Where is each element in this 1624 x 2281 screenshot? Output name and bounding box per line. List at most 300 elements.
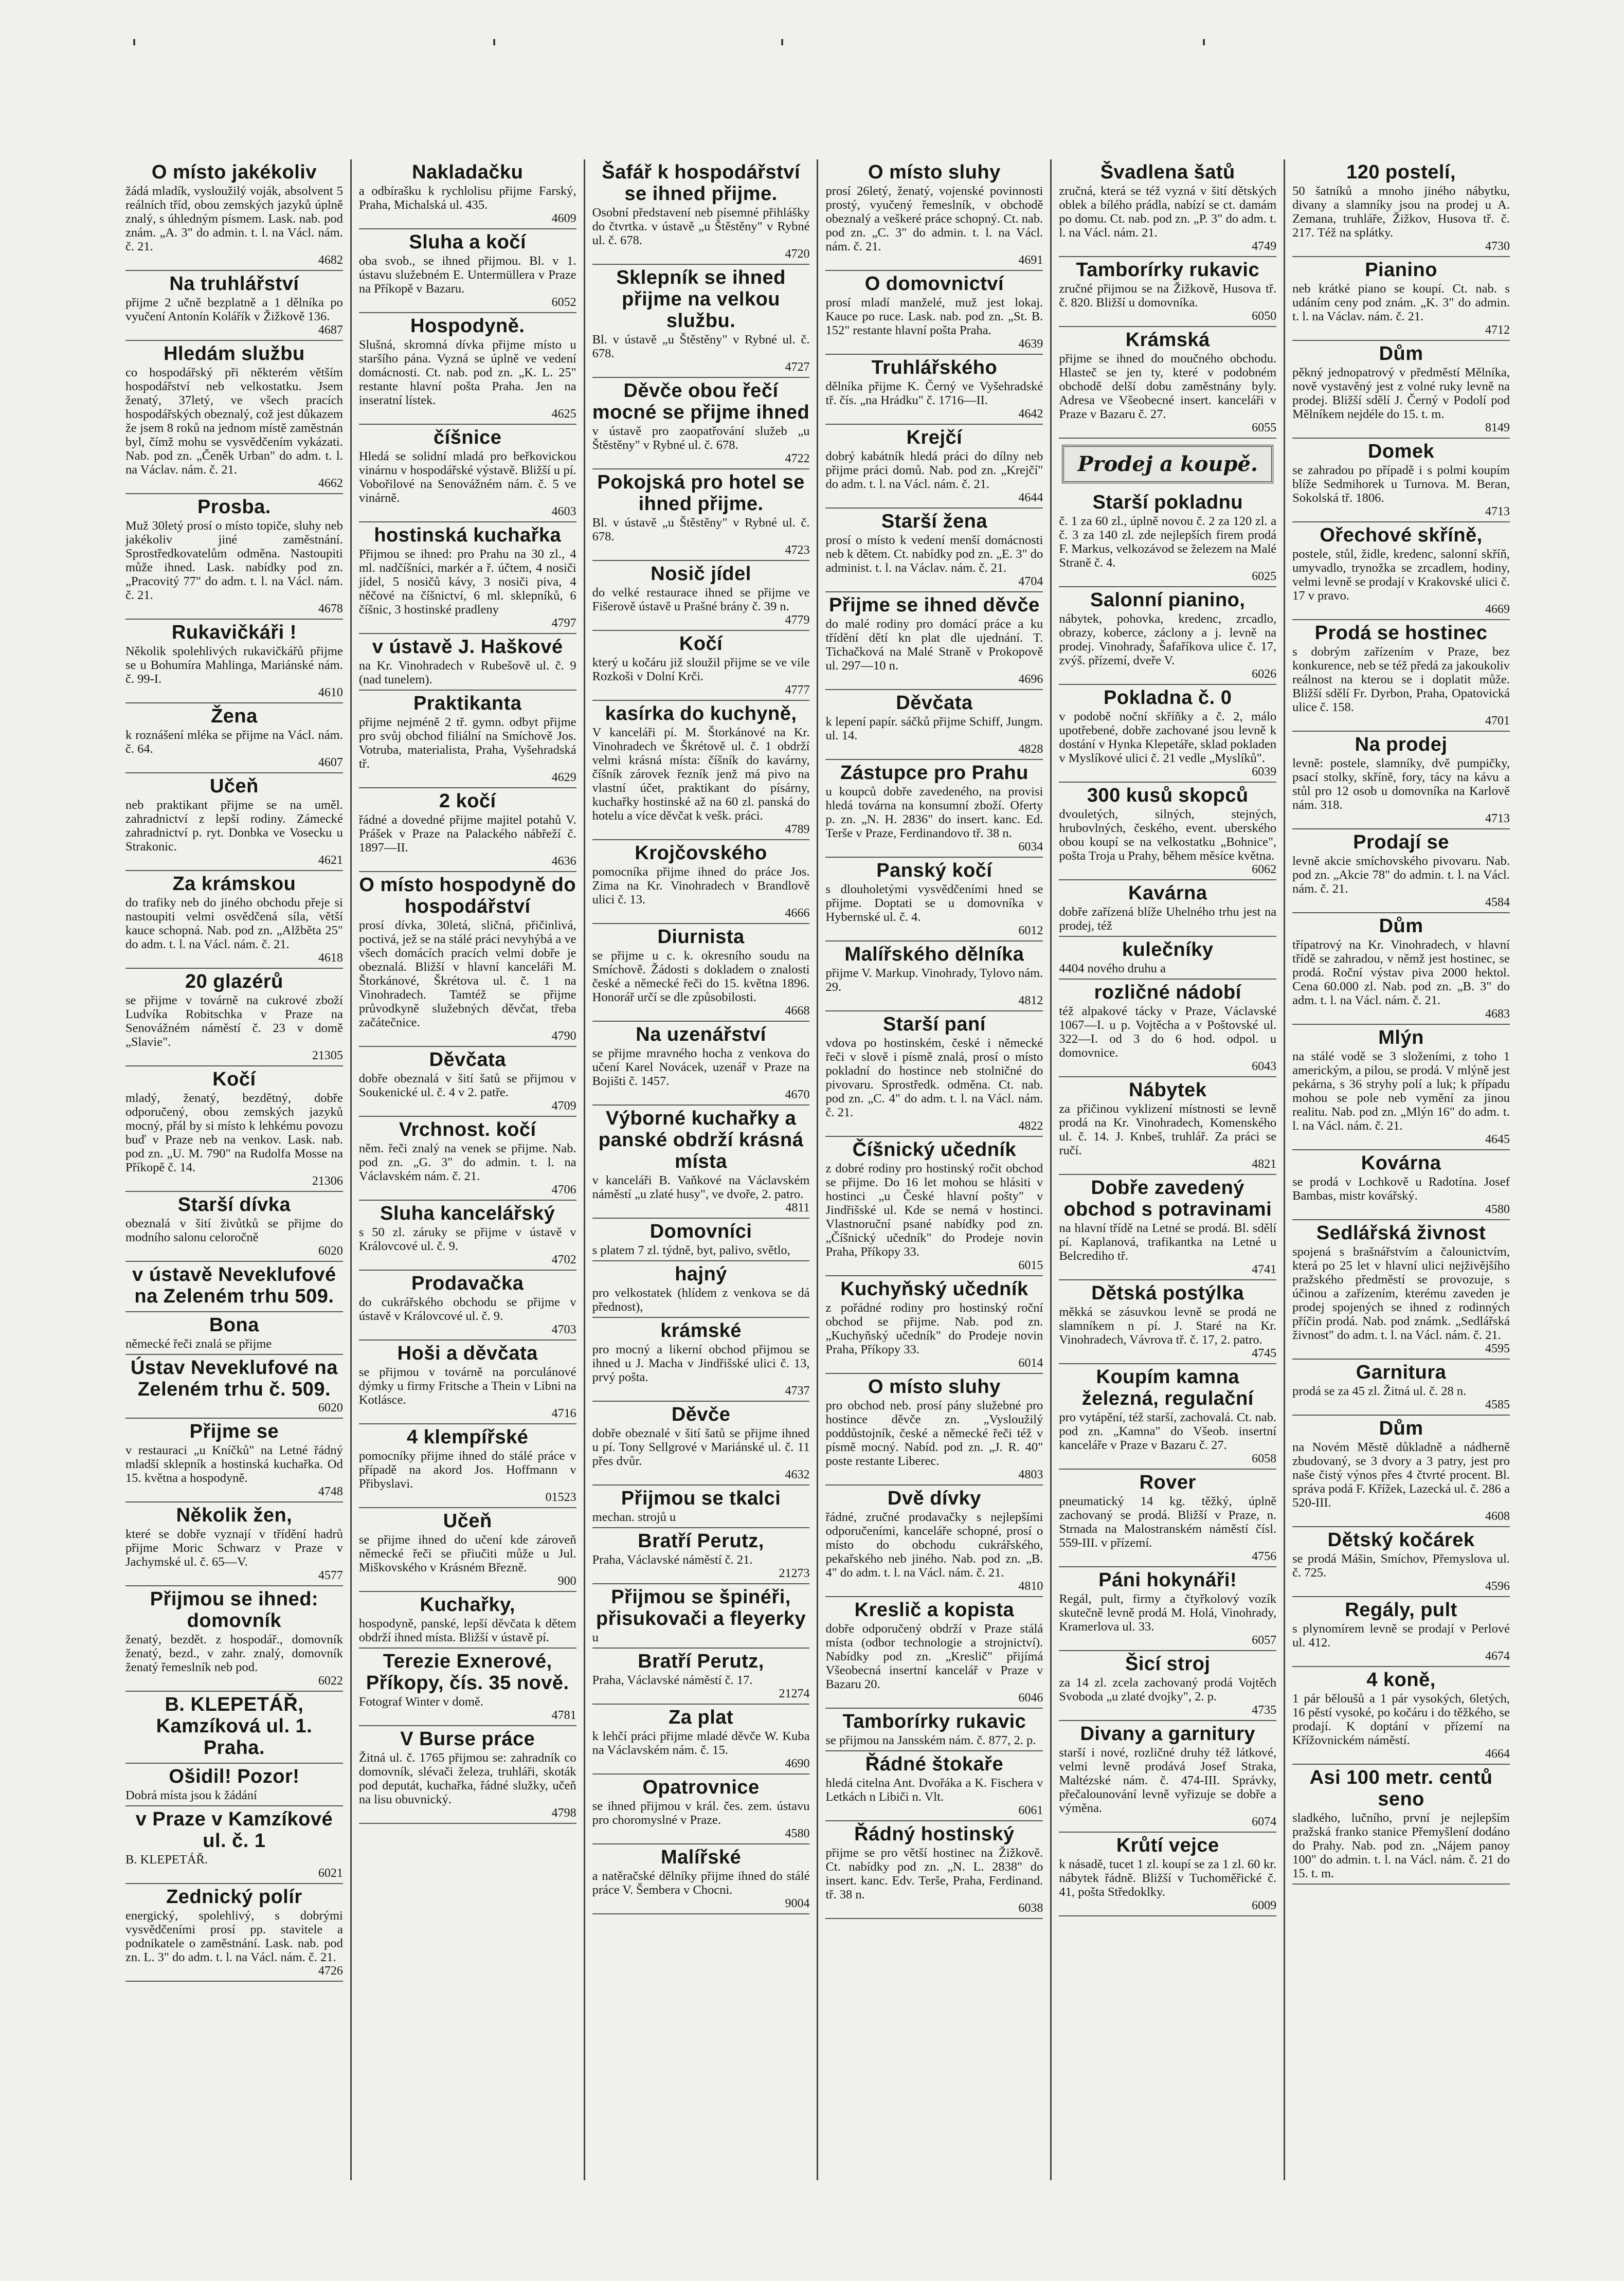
ad-text: Muž 30letý prosí o místo topiče, sluhy neb jakékoliv jiné zaměstnání. Sprostředkovatelům odměna. Nastoupiti může ihned. Lask. nabídky pod zn. „Pracovitý 77" do adm. t. l. na Václ. nám. č. 21.: [125, 519, 343, 602]
ad-text: též alpakové tácky v Praze, Václavské 1067—I. u p. Vojtěcha a v Poštovské ul. 322—I. od 3 do 6 hod. odpol. u domovnice.: [1059, 1004, 1277, 1060]
classified-ad: [125, 341, 343, 494]
classified-ad: [825, 690, 1043, 760]
ad-number: 4789: [785, 823, 810, 836]
ad-number: 6043: [1252, 1060, 1277, 1073]
ad-headline: Šafář k hospodářství se ihned přijme.: [602, 161, 801, 205]
ad-text: třípatrový na Kr. Vinohradech, v hlavní třídě se zahradou, v němž jest hostinec, se prodá. Roční výstav piva 2000 hektol. Cena 60.000 zl. Nab. pod zn. „B. 3" do adm. t. l. na Václ. nám. č. 21.: [1292, 938, 1510, 1007]
classified-ad: [125, 1066, 343, 1192]
ad-text: pro obchod neb. prosí pány služebné pro hostince děvče zn. „Vysloužilý poddůstojník, české a německé řeči též v písmě mocný. Nabíd. pod zn. „J. R. 40" poste restante Liberec.: [825, 1399, 1043, 1468]
classified-ad: [125, 1192, 343, 1262]
ad-text: oba svob., se ihned přijmou. Bl. v 1. ústavu služebném E. Untermüllera v Praze na Příkopě v Bazaru.: [358, 254, 576, 296]
classified-ad: [125, 1262, 343, 1312]
ad-number: 4730: [1485, 240, 1510, 253]
ad-number: 4828: [1018, 743, 1043, 756]
page-mark: ': [779, 35, 786, 61]
ad-number: 4723: [785, 544, 810, 557]
ad-headline: Na truhlářství: [169, 273, 299, 295]
ad-text: neb praktikant přijme se na uměl. zahradnictví z lepší rodiny. Zámecké zahradnictví p. ryt. Donbka ve Vosecku u Strakonic.: [125, 798, 343, 854]
ad-number: 6034: [1018, 840, 1043, 854]
ad-text: se přijme mravného hocha z venkova do učení Karel Novácek, uzenář v Praze na Bojišti č. 1457.: [592, 1046, 810, 1088]
classified-ad: [125, 494, 343, 620]
classified-ad: [359, 425, 576, 522]
ad-headline: Přijme se ihned děvče: [829, 594, 1040, 616]
ad-number: 6014: [1018, 1356, 1043, 1370]
ad-headline: Panský kočí: [876, 860, 993, 881]
ad-number: 4608: [1485, 1510, 1510, 1523]
ad-number: 4678: [318, 602, 343, 615]
ad-text: obeznalá v šití živůtků se přijme do modního salonu celoročně: [125, 1217, 343, 1244]
classified-ad: [1292, 1360, 1510, 1416]
ad-text: k roznášení mléka se přijme na Václ. nám. č. 64.: [125, 728, 343, 756]
classified-ad: [592, 469, 810, 561]
classified-ad: [125, 1586, 343, 1692]
ad-headline: Koupím kamna železná, regulační: [1081, 1366, 1254, 1409]
classified-ad: [1059, 880, 1276, 937]
ad-text: něm. řeči znalý na venek se přijme. Nab. pod zn. „G. 3" do admin. t. l. na Václavském nám. č. 21.: [358, 1142, 576, 1183]
ad-headline: O místo sluhy: [868, 161, 1001, 183]
classified-ad: [1292, 829, 1510, 913]
classified-ad: [825, 760, 1043, 858]
ad-number: 21306: [312, 1174, 343, 1188]
classified-ad: [1292, 732, 1510, 829]
ad-headline: Asi 100 metr. centů seno: [1309, 1767, 1493, 1810]
classified-ad: [359, 1424, 576, 1508]
ad-number: 4811: [785, 1201, 810, 1215]
ad-text: starší i nové, rozličné druhy též látkové, velmi levně prodává Josef Straka, Maltézské nám. č. 474-III. Správky, přečalounování levně vyřizuje se dobře a výměna.: [1059, 1746, 1277, 1815]
ad-text: německé řeči znalá se přijme: [125, 1337, 272, 1351]
ad-number: 6026: [1252, 667, 1277, 681]
ad-headline: Garnitura: [1356, 1362, 1447, 1383]
ad-number: 21274: [779, 1687, 810, 1700]
ad-headline: Sedlářská živnost: [1316, 1222, 1486, 1244]
ad-headline: Děvčata: [896, 692, 973, 714]
ad-number: 9004: [785, 1897, 810, 1910]
ad-text: řádné, zručné prodavačky s nejlepšími odporučeními, kanceláře schopné, prosí o místo do obchodu cukrářského, pekařského neb jiného. Nab. pod zn. „B. 4" do adm. t. l. na Václ. nám. č. 21.: [825, 1510, 1043, 1580]
ad-headline: krámské: [660, 1320, 742, 1342]
ad-headline: Kočí: [679, 633, 723, 655]
ad-text: dobře zařízená blíže Uhelného trhu jest na prodej, též: [1059, 905, 1277, 933]
ad-headline: Učeň: [443, 1510, 492, 1532]
ad-headline: 4 klempířské: [407, 1426, 529, 1448]
classified-columns: [118, 159, 1517, 2180]
ad-headline: Sklepník se ihned přijme na velkou službu.: [616, 267, 786, 332]
ad-text: dobře obeznalá v šití šatů se přijmou v Soukenické ul. č. 4 v 2. patře.: [358, 1072, 576, 1099]
classified-ad: [592, 840, 810, 924]
ad-headline: O místo jakékoliv: [151, 161, 317, 183]
ad-headline: Krejčí: [906, 427, 963, 448]
ad-number: 6020: [318, 1401, 343, 1415]
classified-ad: [125, 1806, 343, 1884]
ad-text: co hospodářský při některém větším hospodářství neb velkostatku. Jsem ženatý, 37letý, ve všech pracích hospodářských obeznalý, což jest důkazem že jsem 8 roků na jednom místě zaměstnán byl, čímž mohu se vysvědčením vykázati. Nab. pod zn. „Čeněk Urban" do adm. t. l. na Václav. nám. č. 21.: [125, 366, 343, 477]
ad-text: v podobě noční skříňky a č. 2, málo upotřebené, dobře zachované jsou levně k dostání v Hynka Klepetáře, sklad pokladen v Myslíkové ulici č. 21 vedle „Myslíků".: [1059, 710, 1277, 765]
page-mark: ': [491, 35, 498, 61]
section-heading-text: Prodej a koupě.: [1077, 452, 1258, 476]
ad-text: který u kočáru již sloužil přijme se ve vile Rozkoši v Dolní Krči.: [592, 656, 810, 683]
classified-ad: [1059, 1280, 1276, 1364]
ad-text: měkká se zásuvkou levně se prodá ne slamníkem n pí. J. Staré na Kr. Vinohradech, Vávrova tř. č. 17, 2. patro.: [1059, 1305, 1277, 1347]
ad-number: 6020: [318, 1244, 343, 1258]
ad-headline: Sluha a kočí: [409, 231, 527, 253]
ad-headline: Tamborírky rukavic: [842, 1711, 1026, 1732]
ad-headline: Vrchnost. kočí: [399, 1119, 536, 1140]
ad-number: 4703: [551, 1323, 576, 1336]
classified-ad: [1059, 1833, 1276, 1916]
ad-text: u: [592, 1631, 599, 1644]
classified-ad: [125, 271, 343, 341]
classified-ad: [825, 1276, 1043, 1374]
ad-text: se ihned přijmou v král. čes. zem. ústavu pro choromyslné v Praze.: [592, 1799, 810, 1827]
ad-number: 4585: [1485, 1398, 1510, 1411]
ad-text: k lepení papír. sáčků přijme Schiff, Jungm. ul. 14.: [825, 715, 1043, 743]
classified-ad: [359, 1592, 576, 1649]
classified-ad: [1059, 1175, 1276, 1280]
ad-text: pomocníka přijme ihned do práce Jos. Zima na Kr. Vinohradech v Brandlově ulici č. 13.: [592, 865, 810, 907]
ad-headline: Řádný hostinský: [854, 1823, 1015, 1845]
classified-ad: [825, 592, 1043, 690]
classified-ad: [825, 1751, 1043, 1821]
ad-text: dvouletých, silných, stejných, hrubovlných, českého, event. uberského obou koupí se na velkostatku „Bohnice", pošta Troja u Prahy, během měsíce května.: [1059, 807, 1277, 863]
ad-headline: Kuchařky,: [420, 1594, 515, 1616]
ad-text: prodá se za 45 zl. Žitná ul. č. 28 n.: [1292, 1384, 1467, 1398]
ad-text: z dobré rodiny pro hostinský ročit obchod se přijme. Do 16 let mohou se hlásiti v hostinci „u České hlavní pošty" v Jindřišské ul. Kde se nemá v hostinci. Vlastnoruční psané nabídky pod zn. „Číšnický učedník" do Prodeje novin Praha, Příkopy 33.: [825, 1162, 1043, 1259]
ad-text: Praha, Václavské náměstí č. 21.: [592, 1553, 753, 1567]
ad-text: pěkný jednopatrový v předměstí Mělníka, nově vystavěný jest z volné ruky levně na prodej. Bližší sdělí J. Černý v Podolí pod Mělníkem nejdéle do 15. t. m.: [1292, 366, 1510, 421]
classified-ad: [1059, 783, 1276, 880]
ad-headline: Terezie Exnerové, Příkopy, čís. 35 nově.: [366, 1651, 569, 1694]
ad-number: 4722: [785, 452, 810, 465]
ad-text: zručná, která se též vyzná v šití dětských oblek a bílého prádla, nabízí se ct. damám po domu. Ct. nab. pod zn. „P. 3" do adm. t. l. na Václ. nám. 21.: [1059, 184, 1277, 240]
classified-ad: [825, 1011, 1043, 1137]
classified-ad: [592, 1528, 810, 1584]
classified-ad: [592, 1261, 810, 1318]
ad-headline: Nakladačku: [412, 161, 524, 183]
ad-text: Fotograf Winter v domě.: [358, 1695, 483, 1709]
classified-ad: [825, 355, 1043, 425]
classified-ad: [1292, 1765, 1510, 1885]
classified-ad: [1292, 159, 1510, 257]
ad-headline: Dvě dívky: [887, 1488, 981, 1509]
ad-headline: Zednický polír: [166, 1886, 302, 1908]
classified-ad: [1059, 685, 1276, 783]
ad-headline: hajný: [675, 1263, 727, 1285]
ad-number: 4580: [785, 1827, 810, 1840]
ad-headline: v Praze v Kamzíkové ul. č. 1: [135, 1808, 333, 1852]
ad-number: 6025: [1252, 570, 1277, 583]
ad-number: 4669: [1485, 603, 1510, 616]
ad-headline: číšnice: [434, 427, 502, 448]
ad-headline: Bratří Perutz,: [638, 1651, 764, 1672]
classified-ad: [359, 1201, 576, 1271]
ad-headline: Za krámskou: [172, 873, 296, 895]
ad-text: Bl. v ústavě „u Štěstěny" v Rybné ul. č. 678.: [592, 333, 810, 360]
ad-headline: Domovníci: [649, 1221, 752, 1242]
ad-number: 4713: [1485, 505, 1510, 518]
ad-headline: Šicí stroj: [1125, 1653, 1211, 1675]
classified-ad: [825, 1137, 1043, 1276]
ad-text: hledá citelna Ant. Dvořáka a K. Fischera v Letkách n Libiči n. Vlt.: [825, 1776, 1043, 1804]
ad-number: 4642: [1018, 407, 1043, 421]
ad-text: Několik spolehlivých rukavičkářů přijme se u Bohumíra Mahlinga, Mariánské nám. č. 99-I.: [125, 644, 343, 686]
ad-text: zručné přijmou se na Žižkově, Husova tř. č. 820. Bližší u domovníka.: [1059, 282, 1277, 310]
ad-text: Praha, Václavské náměstí č. 17.: [592, 1673, 753, 1687]
ad-headline: Kavárna: [1128, 882, 1207, 904]
ad-text: pro mocný a likerní obchod přijmou se ihned u J. Macha v Jindřišské ulici č. 13, prvý pošta.: [592, 1343, 810, 1384]
ad-text: mladý, ženatý, bezdětný, dobře odporučený, obou zemských jazyků mocný, přál by si místo k lehkému povozu buď v Praze neb na venkov. Lask. nab. pod zn. „U. M. 790" na Rudolfa Mosse na Příkopě č. 14.: [125, 1091, 343, 1174]
classified-ad: [359, 1117, 576, 1201]
ad-text: které se dobře vyznají v třídění hadrů přijme Moric Schwarz v Praze v Jachymské ul. č. 65—V.: [125, 1527, 343, 1569]
classified-ad: [592, 1705, 810, 1775]
ad-number: 4629: [551, 771, 576, 784]
ad-text: 4404 nového druhu a: [1059, 962, 1166, 975]
ad-number: 6038: [1018, 1902, 1043, 1915]
ad-text: a odbírašku k rychlolisu přijme Farský, Praha, Michalská ul. 435.: [358, 184, 576, 212]
ad-text: nábytek, pohovka, kredenc, zrcadlo, obrazy, koberce, záclony a j. levně na prodej. Vinohrady, Šafaříkova ulice č. 17, zvýš. přízemí, dveře V.: [1059, 612, 1277, 667]
ad-number: 21273: [779, 1567, 810, 1580]
classified-ad: [1059, 327, 1276, 439]
ad-text: řádné a dovedné přijme majitel potahů V. Prášek v Praze na Palackého nábřeží č. 1897—II.: [358, 813, 576, 855]
ad-headline: rozličné nádobí: [1094, 982, 1241, 1003]
ad-headline: Bona: [209, 1314, 259, 1336]
ad-number: 6074: [1252, 1815, 1277, 1829]
classified-ad: [125, 1502, 343, 1586]
ad-text: prosí 26letý, ženatý, vojenské povinnosti prostý, vyučený řemeslník, v obchodě obeznalý a veškeré práce schopný. Ct. nab. pod zn. „C. 3" do admin. t. l. na Václ. nám. č. 21.: [825, 184, 1043, 254]
classified-ad: [1292, 1527, 1510, 1597]
ad-number: 4645: [1485, 1133, 1510, 1146]
ad-text: B. KLEPETÁŘ.: [125, 1853, 208, 1867]
ad-headline: Prodá se hostinec: [1314, 622, 1488, 644]
ad-text: se přijme v továrně na cukrové zboží Ludvíka Robitschka v Praze na Senovážném náměstí č. 23 v domě „Slavie".: [125, 993, 343, 1049]
ad-text: v restauraci „u Kníčků" na Letné řádný mladší sklepník a hostinská kuchařka. Od 15. května a hospodyně.: [125, 1443, 343, 1485]
ad-number: 6012: [1018, 924, 1043, 937]
ad-number: 6015: [1018, 1259, 1043, 1272]
ad-text: se přijme u c. k. okresního soudu na Smíchově. Žádosti s dokladem o znalosti české a německé řeči do 15. května 1896. Honorář určí se dle způsobilosti.: [592, 949, 810, 1004]
ad-number: 6039: [1252, 765, 1277, 779]
ad-number: 4748: [318, 1485, 343, 1498]
ad-headline: 2 kočí: [439, 790, 496, 812]
newspaper-column: [818, 159, 1052, 2180]
ad-number: 4696: [1018, 673, 1043, 686]
ad-text: pro velkostatek (hlídem z venkova se dá přednost),: [592, 1286, 810, 1314]
ad-number: 4577: [318, 1569, 343, 1582]
ad-number: 4822: [1018, 1119, 1043, 1133]
classified-ad: [1292, 1150, 1510, 1220]
ad-text: přijme V. Markup. Vinohrady, Tylovo nám. 29.: [825, 966, 1043, 994]
ad-headline: Přijmou se ihned: domovník: [150, 1588, 319, 1632]
ad-text: do malé rodiny pro domácí práce a ku třídění dětí kn plat dle ujednání. T. Tichačková na Malé Straně v Prokopově ul. 297—10 n.: [825, 617, 1043, 673]
ad-text: přijme se pro větší hostinec na Žižkově. Ct. nabídky pod zn. „N. L. 2838" do insert. kanc. Edv. Terše, Praha, Ferdinand. tř. 38 n.: [825, 1846, 1043, 1902]
ad-headline: Ořechové skříně,: [1320, 524, 1483, 546]
classified-ad: [825, 1597, 1043, 1709]
ad-headline: Bratří Perutz,: [638, 1530, 764, 1552]
classified-ad: [1292, 1220, 1510, 1360]
ad-number: 8149: [1485, 421, 1510, 435]
ad-text: pneumatický 14 kg. těžký, úplně zachovaný se prodá. Bližší v Praze, n. Strnada na Malostranském náměstí čísl. 559-III. v přízemí.: [1059, 1494, 1277, 1550]
ad-number: 4790: [551, 1029, 576, 1043]
ad-number: 6057: [1252, 1634, 1277, 1647]
ad-text: se prodá v Lochkově u Radotína. Josef Bambas, mistr kovářský.: [1292, 1175, 1510, 1203]
classified-ad: [1059, 490, 1276, 587]
classified-ad: [592, 631, 810, 701]
ad-text: vdova po hostinském, české i německé řeči v slově i písmě znalá, prosí o místo pokladní do hostince neb stolničné do pivovaru. Sprostředk. odměna. Ct. nab. pod zn. „C. 4" do adm. t. l. na Václ. nám. č. 21.: [825, 1036, 1043, 1119]
newspaper-column: [118, 159, 352, 2180]
ad-number: 4737: [785, 1384, 810, 1398]
ad-text: levně akcie smíchovského pivovaru. Nab. pod zn. „Akcie 78" do admin. t. l. na Václ. nám. č. 21.: [1292, 854, 1510, 896]
ad-number: 4596: [1485, 1580, 1510, 1593]
classified-ad: [359, 872, 576, 1047]
classified-ad: [359, 229, 576, 313]
ad-headline: Zástupce pro Prahu: [840, 762, 1028, 784]
ad-headline: Domek: [1367, 441, 1435, 462]
ad-headline: Prodavačka: [411, 1273, 524, 1294]
ad-text: prosí mladí manželé, muž jest lokaj. Kauce po ruce. Lask. nab. pod zn. „St. B. 152" restante hlavní pošta Praha.: [825, 296, 1043, 337]
ad-text: žádá mladík, vysloužilý voják, absolvent 5 reálních tříd, obou zemských jazyků úplně znalý, s úhledným písmem. Lask. nab. pod znám. „A. 3" do admin. t. l. na Václ. nám. č. 21.: [125, 184, 343, 254]
classified-ad: [1292, 913, 1510, 1025]
ad-text: s plynomírem levně se prodají v Perlové ul. 412.: [1292, 1622, 1510, 1650]
ad-headline: Švadlena šatů: [1100, 161, 1235, 183]
ad-number: 4682: [318, 254, 343, 267]
ad-headline: Starší pokladnu: [1092, 492, 1243, 513]
ad-headline: kasírka do kuchyně,: [605, 703, 797, 725]
ad-headline: Děvče: [671, 1404, 731, 1425]
ad-number: 4636: [551, 855, 576, 868]
classified-ad: [359, 1271, 576, 1341]
classified-ad: [592, 1649, 810, 1705]
classified-ad: [1059, 159, 1276, 257]
ad-headline: Hospodyně.: [410, 315, 525, 337]
ad-number: 4716: [551, 1407, 576, 1420]
ad-text: Regál, pult, firmy a čtyřkolový vozík skutečně levně prodá M. Holá, Vinohrady, Kramerlova ul. 33.: [1059, 1592, 1277, 1634]
classified-ad: [592, 924, 810, 1022]
ad-number: 4735: [1252, 1704, 1277, 1717]
ad-text: přijme nejméně 2 tř. gymn. odbyt přijme pro svůj obchod filiální na Smíchově Jos. Votruba, materialista, Praha, Vyšehradská tř.: [358, 715, 576, 771]
ad-headline: 20 glazérů: [185, 971, 283, 992]
ad-headline: 120 postelí,: [1346, 161, 1456, 183]
classified-ad: [592, 159, 810, 265]
ad-headline: Sluha kancelářský: [380, 1203, 555, 1224]
ad-text: k násadě, tucet 1 zl. koupí se za 1 zl. 60 kr. nábytek řádně. Bližší v Tuchoměřické č. 41, pošta Středoklky.: [1059, 1857, 1277, 1899]
ad-headline: Dům: [1379, 1418, 1423, 1439]
classified-ad: [825, 942, 1043, 1011]
ad-number: 4644: [1018, 491, 1043, 504]
ad-headline: Kreslič a kopista: [854, 1599, 1015, 1621]
ad-number: 4726: [318, 1964, 343, 1978]
ad-text: se přijme ihned do učení kde zároveň německé řeči se přiučiti může u Jul. Miškovského v Krásném Březně.: [358, 1533, 576, 1574]
ad-number: 4683: [1485, 1007, 1510, 1021]
ad-text: spojená s brašnářstvím a čalounictvím, která po 25 let v hlavní ulici nejživějšího pražského předměstí se provozuje, s účinou a zařízením, kterému zaveden je prodej spojených se ihned z rodinných příčin prodá. Nab. pod známk. „Sedlářská živnost" do adm. t. l. na Václ. nám. č. 21.: [1292, 1245, 1510, 1342]
ad-text: prosí dívka, 30letá, sličná, přičinlivá, poctivá, jež se na stálé práci nevyhýbá a ve všech domácích pracích velmi dobře je obeznalá. Bližší v hlavní kanceláři M. Štorkánové, Škrétova ul. č. 1 na Vinohradech. Tamtéž se přijme průvodkyně služebných děvčat, třeba začátečnice.: [358, 918, 576, 1029]
ad-headline: Krůtí vejce: [1116, 1835, 1219, 1856]
ad-number: 4709: [551, 1099, 576, 1113]
classified-ad: [125, 1312, 343, 1355]
classified-ad: [825, 271, 1043, 355]
classified-ad: [825, 425, 1043, 509]
ad-number: 6062: [1252, 863, 1277, 876]
ad-text: dělníka přijme K. Černý ve Vyšehradské tř. čís. „na Hrádku" č. 1716—II.: [825, 379, 1043, 407]
classified-ad: [1059, 587, 1276, 685]
classified-ad: [592, 561, 810, 631]
newspaper-column: [1052, 159, 1285, 2180]
ad-headline: v ústavě Neveklufové na Zeleném trhu 509.: [132, 1264, 336, 1307]
classified-ad: [1059, 1077, 1276, 1175]
page-mark: ': [1201, 35, 1207, 61]
ad-headline: 4 koně,: [1366, 1669, 1436, 1691]
classified-ad: [825, 1486, 1043, 1597]
ad-number: 4727: [785, 360, 810, 374]
ad-text: do velké restaurace ihned se přijme ve Fišerově ústavě u Prašné brány č. 39 n.: [592, 586, 810, 613]
newspaper-column: [352, 159, 585, 2180]
ad-headline: Několik žen,: [176, 1505, 293, 1526]
ad-text: Bl. v ústavě „u Štěstěny" v Rybné ul. č. 678.: [592, 516, 810, 544]
ad-headline: Řádné štokaře: [865, 1753, 1004, 1775]
ad-text: s dobrým zařízením v Praze, bez konkurence, neb se též předá za jakoukoliv reálnost na kterou se i doplatit může. Bližší sdělí Fr. Dyrbon, Praha, Opatovická ulice č. 158.: [1292, 645, 1510, 714]
classified-ad: [1292, 257, 1510, 341]
ad-headline: Pokladna č. 0: [1104, 687, 1232, 709]
classified-ad: [1059, 1364, 1276, 1470]
ad-headline: Kočí: [212, 1069, 256, 1090]
ad-number: 4691: [1018, 254, 1043, 267]
ad-number: 4706: [551, 1183, 576, 1197]
ad-headline: Výborné kuchařky a panské obdrží krásná místa: [598, 1108, 804, 1172]
ad-number: 4580: [1485, 1203, 1510, 1216]
ad-text: dobře odporučený obdrží v Praze stálá místa (odbor technologie a strojnictví). Nabídky pod zn. „Kreslič" přijímá Všeobecná insertní kancelář v Praze v Bazaru 20.: [825, 1622, 1043, 1691]
ad-number: 900: [557, 1574, 576, 1588]
ad-headline: O místo sluhy: [868, 1376, 1001, 1398]
ad-headline: Přijme se: [189, 1421, 279, 1442]
ad-number: 4666: [785, 907, 810, 920]
ad-number: 4779: [785, 613, 810, 627]
classified-ad: [592, 701, 810, 840]
ad-number: 4745: [1252, 1347, 1277, 1360]
ad-text: na Kr. Vinohradech v Rubešově ul. č. 9 (nad tunelem).: [358, 659, 576, 686]
ad-number: 4720: [785, 247, 810, 261]
ad-headline: Dům: [1379, 915, 1423, 937]
ad-headline: Dětská postýlka: [1091, 1282, 1244, 1304]
ad-text: sladkého, lučního, první je nejlepším pražská franko stanice Přemyšlení dodáno do Prahy. Nab. pod zn. „Nájem panoy 100" do admin. t. l. na Václ. nám. č. 21 do 15. t. m.: [1292, 1811, 1510, 1880]
ad-number: 21305: [312, 1049, 343, 1062]
ad-number: 4797: [551, 617, 576, 630]
ad-headline: Opatrovnice: [642, 1777, 760, 1798]
ad-text: do trafiky neb do jiného obchodu přeje si nastoupiti velmi osvědčená síla, větší kauce schopná. Nab. pod zn. „Alžběta 25" do adm. t. l. na Václ. nám. č. 21.: [125, 896, 343, 951]
ad-text: Přijmou se ihned: pro Prahu na 30 zl., 4 ml. nadčíšníci, markér a ř. účtem, 4 nosiči jídel, 5 nosičů kávy, 3 nosiči piva, 4 něčové na číšnictví, 6 ml. sklepníků, 6 číšnic, 3 hostinské pradleny: [358, 547, 576, 617]
ad-text: se přijmou v továrně na porculánové dýmky u firmy Fritsche a Thein v Libni na Kotlásce.: [358, 1365, 576, 1407]
ad-headline: V Burse práce: [400, 1728, 535, 1750]
ad-headline: Diurnista: [657, 926, 745, 948]
ad-number: 6009: [1252, 1899, 1277, 1912]
ad-headline: Hledám službu: [164, 343, 305, 365]
ad-headline: Tamborírky rukavic: [1076, 259, 1260, 281]
ad-headline: Mlýn: [1378, 1027, 1424, 1048]
ad-headline: Starší žena: [881, 511, 987, 532]
ad-text: prosí o místo k vedení menší domácnosti neb k dětem. Ct. nabídky pod zn. „E. 3" do administ. t. l. na Václav. nám. č. 21.: [825, 533, 1043, 575]
classified-ad: [592, 1022, 810, 1106]
ad-headline: Nosič jídel: [651, 563, 751, 585]
ad-headline: Starší paní: [883, 1013, 986, 1035]
ad-headline: Dětský kočárek: [1327, 1529, 1475, 1551]
ad-text: 1 pár běloušů a 1 pár vysokých, 6letých, 16 pěstí vysoké, po kočáru i do těžkého, se prodají. K doptání v přízemí na Křížovnickém náměstí.: [1292, 1692, 1510, 1747]
ad-text: se zahradou po případě i s polmi koupím blíže Sedmihorek u Turnova. M. Beran, Sokolská tř. 1806.: [1292, 463, 1510, 505]
ad-text: hospodyně, panské, lepší děvčata k dětem obdrží ihned místa. Bližší v ústavě pí.: [358, 1617, 576, 1644]
ad-number: 4664: [1485, 1747, 1510, 1761]
ad-headline: Hoši a děvčata: [397, 1343, 538, 1364]
classified-ad: [125, 620, 343, 703]
classified-ad: [825, 1374, 1043, 1486]
classified-ad: [592, 1219, 810, 1261]
ad-number: 4701: [1485, 714, 1510, 728]
ad-headline: Na uzenářství: [636, 1024, 766, 1045]
ad-headline: Učeň: [209, 775, 259, 797]
ad-headline: O místo hospodyně do hospodářství: [359, 874, 576, 917]
ad-text: u koupců dobře zavedeného, na provisi hledá továrna na konsumní zboží. Oferty p. zn. „N. H. 2836" do insert. kanc. Ed. Terše v Praze, Ferdinandovo tř. 38 n.: [825, 785, 1043, 840]
